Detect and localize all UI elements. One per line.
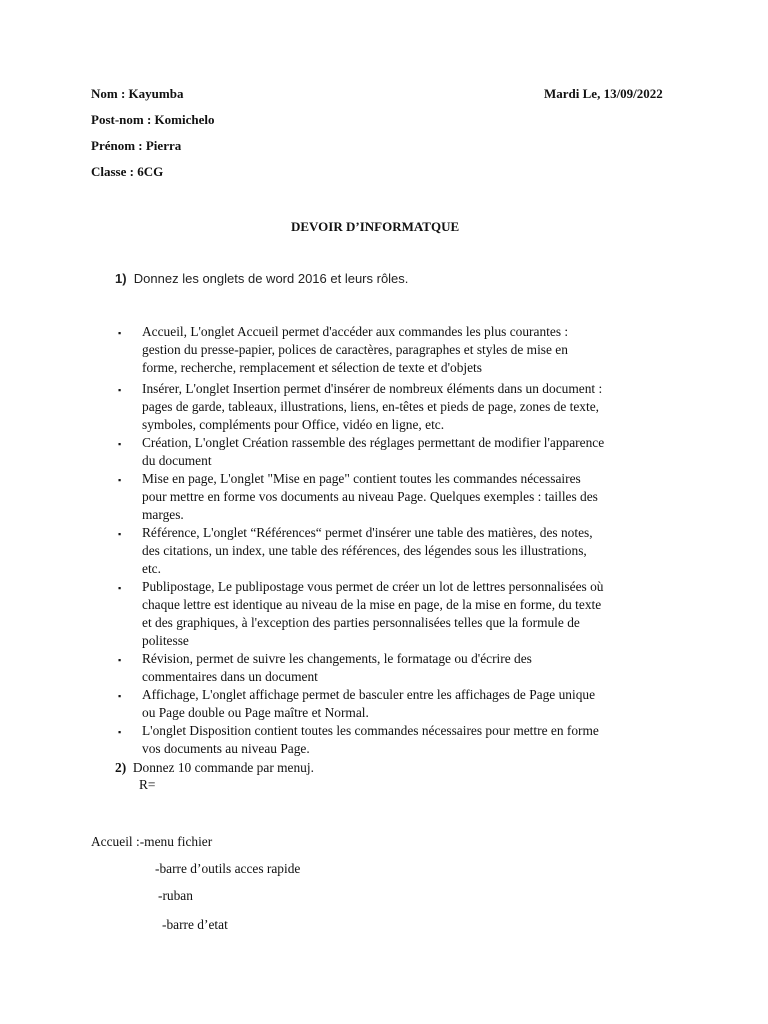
list-item [142, 650, 682, 686]
bullet-marker: ▪ [118, 385, 122, 395]
list-item [142, 470, 682, 524]
list-item-line: L'onglet Disposition contient toutes les commandes nécessaires pour mettre en forme [142, 723, 599, 738]
bullet-marker: ▪ [118, 529, 122, 539]
list-item-line: commentaires dans un document [142, 669, 318, 684]
list-item-line: Insérer, L'onglet Insertion permet d'insérer de nombreux éléments dans un document : [142, 381, 603, 396]
list-item-line: etc. [142, 561, 161, 576]
list-item-line: pour mettre en forme vos documents au niveau Page. Quelques exemples : tailles des [142, 489, 598, 504]
list-item [142, 578, 682, 650]
question-1-number: 1) [115, 271, 127, 286]
list-item-line: Référence, L'onglet “Références“ permet d'insérer une table des matières, des notes, [142, 525, 593, 540]
bullet-marker: ▪ [118, 439, 122, 449]
list-item [142, 524, 682, 578]
list-item [142, 380, 682, 434]
student-post-name: Post-nom : Komichelo [91, 112, 215, 127]
list-item [142, 434, 682, 470]
accueil-sub-item: -ruban [158, 888, 193, 903]
list-item [142, 686, 682, 722]
list-item-line: marges. [142, 507, 184, 522]
list-item [142, 722, 682, 758]
student-name: Nom : Kayumba [91, 86, 184, 101]
list-item-line: Accueil, L'onglet Accueil permet d'accéder aux commandes les plus courantes : [142, 324, 569, 339]
list-item-line: Création, L'onglet Création rassemble des réglages permettant de modifier l'apparence [142, 435, 605, 450]
list-item-line: Publipostage, Le publipostage vous permet de créer un lot de lettres personnalisées où [142, 579, 604, 594]
question-1 [115, 271, 408, 286]
student-first-name: Prénom : Pierra [91, 138, 182, 153]
accueil-label: Accueil :-menu fichier [91, 834, 213, 849]
list-item-line: politesse [142, 633, 189, 648]
accueil-sub-item: -barre d’outils acces rapide [155, 861, 301, 876]
list-item-line: pages de garde, tableaux, illustrations, liens, en-têtes et pieds de page, zones de texte, [142, 399, 599, 414]
list-item-line: ou Page double ou Page maître et Normal. [142, 705, 369, 720]
date: Mardi Le, 13/09/2022 [544, 86, 663, 101]
question-2-text: Donnez 10 commande par menuj. [132, 760, 314, 775]
question-1-text: Donnez les onglets de word 2016 et leurs rôles. [133, 271, 409, 286]
bullet-marker: ▪ [118, 583, 122, 593]
list-item-line: et des graphiques, à l'exception des parties personnalisées telles que la formule de [142, 615, 580, 630]
list-item-line: symboles, compléments pour Office, vidéo en ligne, etc. [142, 417, 445, 432]
list-item-line: Affichage, L'onglet affichage permet de basculer entre les affichages de Page unique [142, 687, 596, 702]
answer-prefix: R= [139, 777, 156, 792]
question-2-number: 2) [115, 760, 127, 775]
list-item-line: forme, recherche, remplacement et sélection de texte et d'objets [142, 360, 482, 375]
list-item-line: vos documents au niveau Page. [142, 741, 310, 756]
bullet-marker: ▪ [118, 691, 122, 701]
bullet-marker: ▪ [118, 328, 122, 338]
list-item-line: chaque lettre est identique au niveau de la mise en page, de la mise en forme, du texte [142, 597, 602, 612]
list-item-line: Révision, permet de suivre les changements, le formatage ou d'écrire des [142, 651, 532, 666]
student-class: Classe : 6CG [91, 164, 164, 179]
list-item-line: du document [142, 453, 212, 468]
bullet-marker: ▪ [118, 475, 122, 485]
list-item [142, 323, 682, 377]
list-item-line: gestion du presse-papier, polices de caractères, paragraphes et styles de mise en [142, 342, 568, 357]
question-2 [115, 760, 314, 776]
page-title: DEVOIR D’INFORMATQUE [291, 219, 460, 234]
list-item-line: des citations, un index, une table des références, des légendes sous les illustrations, [142, 543, 587, 558]
accueil-sub-item: -barre d’etat [162, 917, 228, 932]
list-item-line: Mise en page, L'onglet "Mise en page" contient toutes les commandes nécessaires [142, 471, 581, 486]
bullet-marker: ▪ [118, 655, 122, 665]
bullet-marker: ▪ [118, 727, 122, 737]
